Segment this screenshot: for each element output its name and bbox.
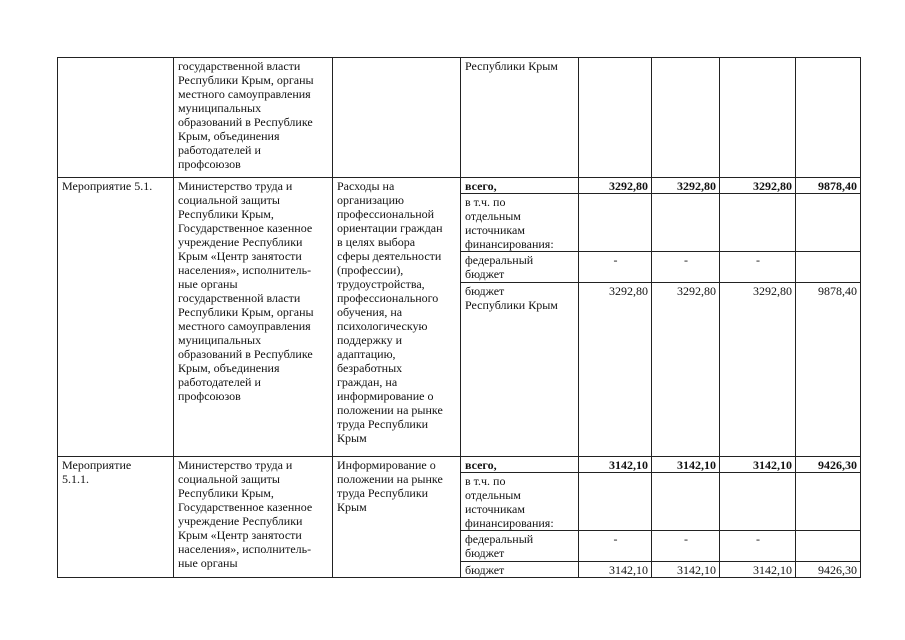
value-cell	[579, 58, 652, 178]
total-value-cell: 9426,30	[796, 457, 861, 473]
regional-value-cell: 9878,40	[796, 283, 861, 457]
value-cell	[796, 194, 861, 252]
value-cell	[796, 252, 861, 283]
total-value-cell: 3142,10	[579, 457, 652, 473]
federal-value-cell: -	[720, 252, 796, 283]
source-label-cell: Республики Крым	[461, 58, 579, 178]
value-cell	[720, 194, 796, 252]
total-value-cell: 9878,40	[796, 178, 861, 194]
description-cell: Расходы на организацию профессиональной ориентации граждан в целях выбора сферы деятельности (профессии), трудоустройства, профессионального обучения, на психологическую поддержку и адаптацию, безработных граждан, на информирование о положении на рынке труда Республики Крым	[333, 178, 461, 457]
measure-name-cell: Мероприятие 5.1.	[58, 178, 174, 457]
regional-value-cell: 3292,80	[579, 283, 652, 457]
description-cell	[333, 58, 461, 178]
total-label-cell: всего,	[461, 178, 579, 194]
measure-name-cell: Мероприятие 5.1.1.	[58, 457, 174, 578]
regional-value-cell: 3142,10	[579, 562, 652, 578]
incl-label-cell: в т.ч. по отдельным источникам финансирования:	[461, 194, 579, 252]
executor-cell: Министерство труда и социальной защиты Республики Крым, Государственное казенное учреждение Республики Крым «Центр занятости населения», исполнитель- ные органы государственной власти Республики Крым, органы местного самоуправления муниципальных образований в Республике Крым, объединения работодателей и профсоюзов	[174, 178, 333, 457]
regional-value-cell: 9426,30	[796, 562, 861, 578]
regional-label-cell: бюджет Республики Крым	[461, 283, 579, 457]
federal-label-cell: федеральный бюджет	[461, 252, 579, 283]
value-cell	[796, 473, 861, 531]
value-cell	[652, 194, 720, 252]
incl-label-cell: в т.ч. по отдельным источникам финансирования:	[461, 473, 579, 531]
regional-value-cell: 3142,10	[652, 562, 720, 578]
federal-value-cell: -	[579, 531, 652, 562]
total-value-cell: 3142,10	[652, 457, 720, 473]
executor-cell: государственной власти Республики Крым, органы местного самоуправления муниципальных образований в Республике Крым, объединения работодателей и профсоюзов	[174, 58, 333, 178]
total-label-cell: всего,	[461, 457, 579, 473]
program-table	[57, 57, 861, 578]
value-cell	[720, 58, 796, 178]
total-value-cell: 3142,10	[720, 457, 796, 473]
value-cell	[796, 531, 861, 562]
value-cell	[579, 194, 652, 252]
total-value-cell: 3292,80	[720, 178, 796, 194]
value-cell	[796, 58, 861, 178]
regional-value-cell: 3292,80	[652, 283, 720, 457]
total-value-cell: 3292,80	[652, 178, 720, 194]
regional-value-cell: 3292,80	[720, 283, 796, 457]
measure-name-cell	[58, 58, 174, 178]
value-cell	[652, 473, 720, 531]
federal-value-cell: -	[652, 252, 720, 283]
executor-cell: Министерство труда и социальной защиты Республики Крым, Государственное казенное учреждение Республики Крым «Центр занятости населения», исполнитель- ные органы	[174, 457, 333, 578]
federal-value-cell: -	[579, 252, 652, 283]
description-cell: Информирование о положении на рынке труда Республики Крым	[333, 457, 461, 578]
table-row	[58, 457, 861, 473]
regional-label-cell: бюджет	[461, 562, 579, 578]
table-row	[58, 178, 861, 194]
value-cell	[579, 473, 652, 531]
value-cell	[720, 473, 796, 531]
table-row	[58, 58, 861, 178]
federal-label-cell: федеральный бюджет	[461, 531, 579, 562]
regional-value-cell: 3142,10	[720, 562, 796, 578]
total-value-cell: 3292,80	[579, 178, 652, 194]
federal-value-cell: -	[720, 531, 796, 562]
federal-value-cell: -	[652, 531, 720, 562]
value-cell	[652, 58, 720, 178]
